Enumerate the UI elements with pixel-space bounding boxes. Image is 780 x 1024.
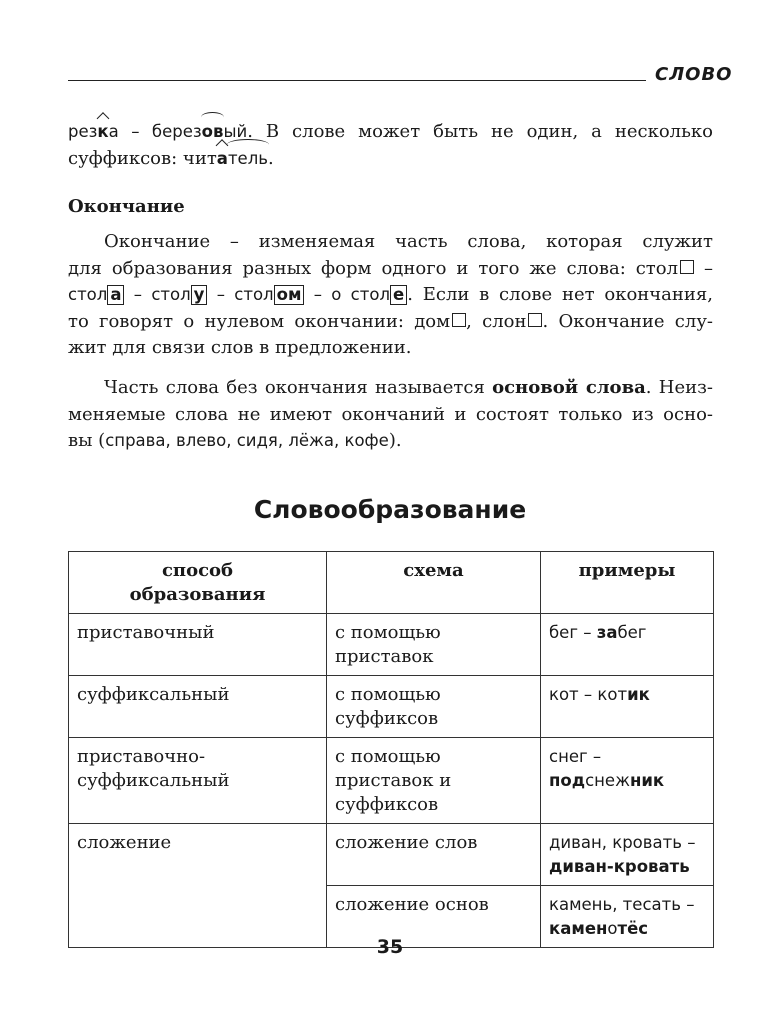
stem-line-2: меняемые слова не имеют окончаний и состоят только из осно- [68,403,713,425]
header-rule [68,80,646,81]
scheme-cell: с помощью приставок и суффиксов [327,738,541,824]
column-header-scheme: схема [327,552,541,614]
ending-box: е [390,285,407,305]
example-cell: камень, тесать – каменотёс [541,886,714,948]
section-title: Словообразование [253,495,527,524]
running-header-title: СЛОВО [655,64,733,85]
table-row [69,824,714,886]
stem-line-1: Часть слова без окончания называется основой слова. Неиз- [104,377,713,398]
suffix-arc: тель [228,146,268,173]
ending-box: у [191,285,208,305]
example-cell: кот – котик [541,676,714,738]
suffix-mark: а [217,146,228,173]
table-row [69,614,714,676]
column-header-method: способ образования [69,552,327,614]
example-cell: снег – подснежник [541,738,714,824]
table-row [69,676,714,738]
ending-box: а [107,285,124,305]
scheme-cell: сложение основ [327,886,541,948]
page-number: 35 [376,936,404,958]
zero-ending-square [680,260,694,274]
example-cell: диван, кровать – диван-кровать [541,824,714,886]
method-cell: сложение [69,824,327,948]
ending-line-2: для образования разных форм одного и того же слова: стол – [68,257,713,279]
zero-ending-square [528,313,542,327]
method-cell: приставочно-суффиксальный [69,738,327,824]
method-cell: приставочный [69,614,327,676]
ending-paragraph [68,229,713,362]
table-header-row [69,552,714,614]
stem-paragraph [68,375,713,455]
example-cell: бег – забег [541,614,714,676]
scheme-cell: с помощью приставок [327,614,541,676]
table-row [69,738,714,824]
scheme-cell: с помощью суффиксов [327,676,541,738]
ending-line-3: стол а – стол у – стол ом – о стол е . Если в слове нет окончания, [68,284,713,305]
word-formation-table [68,551,714,948]
zero-ending-square [452,313,466,327]
ending-line-5: жит для связи слов в предложении. [68,337,412,358]
ending-line-1: Окончание – изменяемая часть слова, которая служит [104,231,713,252]
scheme-cell: сложение слов [327,824,541,886]
intro-line-2: суффиксов: читатель. [68,146,713,173]
intro-line-1: резка – березовый. В слове может быть не один, а несколько [68,119,713,146]
ending-line-4: то говорят о нулевом окончании: дом , слон . Окончание слу- [68,310,713,332]
suffix-arc: ов [202,119,224,146]
ending-heading: Окончание [68,196,185,217]
column-header-examples: примеры [541,552,714,614]
method-cell: суффиксальный [69,676,327,738]
stem-line-3: вы (справа, влево, сидя, лёжа, кофе). [68,430,402,451]
ending-box: ом [274,285,305,305]
intro-paragraph [68,119,713,172]
suffix-mark: к [97,119,108,146]
